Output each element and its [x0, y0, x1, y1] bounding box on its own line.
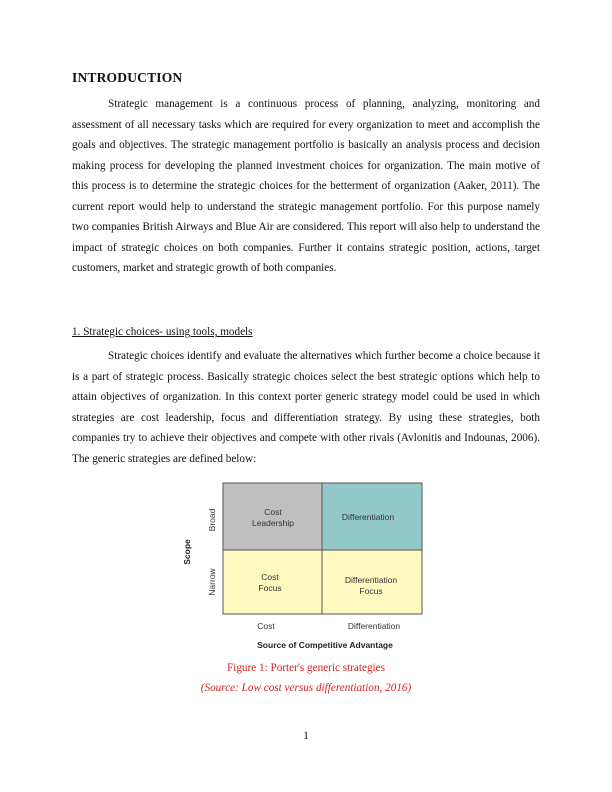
row-label-broad: Broad	[207, 508, 217, 532]
section-heading: 1. Strategic choices- using tools, models	[72, 326, 253, 338]
cell-br-line1: Differentiation	[344, 575, 398, 585]
section-paragraph-text: Strategic choices identify and evaluate the alternatives which further become a choice because it is a part of strategic process. Basically strategic choices select the best strategic options which help to attain objectives of organization. In this context porter generic strategy model could be used in which strategies are cost leadership, focus and differentiation strategy. By using these strategies, both companies try to achieve their objectives and compete with other rivals (Avlonitis and Indounas, 2006). The generic strategies are defined below:	[72, 350, 540, 465]
intro-paragraph	[72, 94, 540, 279]
cell-cost-focus	[223, 550, 322, 614]
cell-bl-line1: Cost	[261, 572, 279, 582]
y-axis-title: Scope	[182, 539, 192, 565]
cell-br-line2: Focus	[359, 586, 383, 596]
cell-tr-line1: Differentiation	[341, 512, 395, 522]
intro-paragraph-text: Strategic management is a continuous process of planning, analyzing, monitoring and assessment of all necessary tasks which are required for every organization to meet and accomplish the goals and objectives. The strategic management portfolio is basically an analysis process and decision making process for developing the planned investment choices for organization. The main motive of this process is to determine the strategic choices for the betterment of organization (Aaker, 2011). The current report would help to understand the strategic management portfolio. For this purpose namely two companies British Airways and Blue Air are considered. This report will also help to understand the impact of strategic choices on both companies. Further it contains strategic position, actions, target customers, market and strategic growth of both companies.	[72, 98, 540, 274]
x-axis-title: Source of Competitive Advantage	[257, 640, 393, 650]
figure-source: (Source: Low cost versus differentiation, 2016)	[200, 682, 412, 694]
cell-bl-line2: Focus	[258, 583, 282, 593]
cell-tl-line1: Cost	[264, 507, 282, 517]
page-title: INTRODUCTION	[72, 70, 183, 85]
porter-generic-strategies-figure	[178, 480, 438, 655]
figure-caption: Figure 1: Porter's generic strategies	[227, 662, 385, 674]
section-paragraph	[72, 346, 540, 469]
column-label-cost: Cost	[257, 621, 275, 631]
column-label-differentiation: Differentiation	[347, 621, 401, 631]
row-label-narrow: Narrow	[207, 568, 217, 596]
page-number: 1	[303, 730, 309, 742]
cell-tl-line2: Leadership	[251, 518, 295, 528]
figure-svg	[178, 480, 438, 655]
